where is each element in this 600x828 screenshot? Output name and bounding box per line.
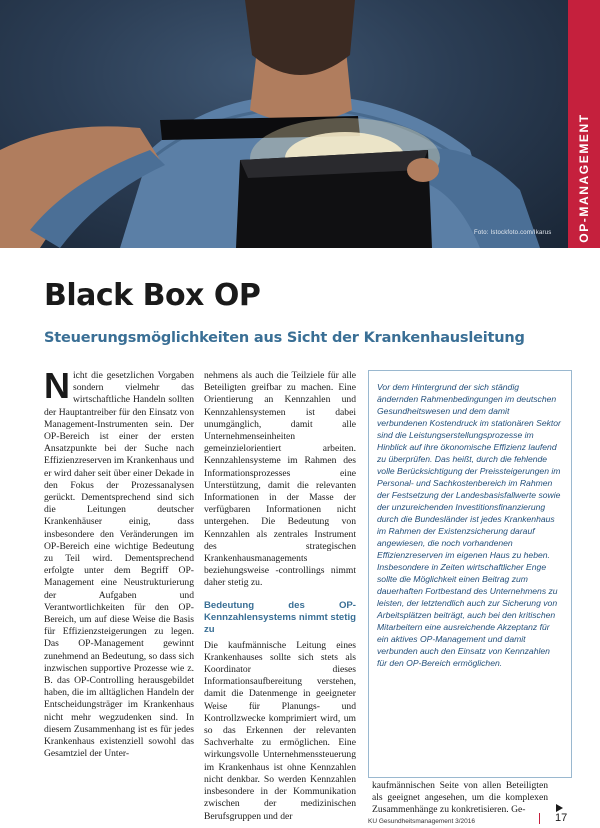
section-tab-label: OP-MANAGEMENT bbox=[577, 113, 591, 243]
article-subheadline: Steuerungsmöglichkeiten aus Sicht der Krankenhausleitung bbox=[44, 330, 525, 346]
arrow-right-icon bbox=[556, 804, 563, 812]
text-column-1 bbox=[44, 365, 194, 761]
article-headline: Black Box OP bbox=[44, 278, 261, 313]
text-column-2 bbox=[204, 370, 356, 823]
callout-box bbox=[368, 370, 572, 778]
body-paragraph: nehmens als auch die Teilziele für alle Beteiligten greifbar zu machen. Eine Orientierung an Kennzahlen und Kennzahlensystemen ist dabei unumgänglich, damit alle Unternehmenseinheiten gemeinzielorientiert arbeiten. Kennzahlensysteme im Rahmen des Informationsprozesses eine Unterstützung, damit die relevanten Informationen in der Masse der verfügbaren Informationen nicht untergehen. Die Bedeutung von Kennzahlen als zentrales Instrument des strategischen Krankenhausmanagements beziehungsweise -controllings nimmt daher stetig zu. bbox=[204, 370, 356, 589]
body-paragraph: Die kaufmännische Leitung eines Krankenhauses sollte sich stets als Koordinator dieses Informationsaufbereitung verstehen, damit die Datenmenge in geeigneter Weise für Planungs- und Kontrollzwecke komprimiert wird, um so das Erkennen der relevanten Sachverhalte zu ermöglichen. Eine wirkungsvolle Unternehmenssteuerung im Krankenhaus ist ohne Kennzahlen nicht denkbar. So werden Kennzahlen insbesondere in der Kommunikation zwischen der medizinischen Berufsgruppen und der bbox=[204, 639, 356, 822]
callout-text: Vor dem Hintergrund der sich ständig ändernden Rahmenbedingungen im deutschen Gesundheitswesen und dem damit verbundenen Kostendruck im stationären Sektor sind die Leistungserstellungsprozesse im Hinblick auf ihre ökonomische Effizienz laufend zu überprüfen. Das heißt, durch die fehlende volle Berücksichtigung der Preissteigerungen im Personal- und Sachkostenbereich im Rahmen der Festsetzung der Landesbasisfallwerte sowie der unzureichenden Investitionsfinanzierung durch die Bundesländer ist jedes Krankenhaus im Rahmen der Existenzsicherung darauf angewiesen, die noch vorhandenen Effizienzreserven im eigenen Haus zu heben. Insbesondere in Zeiten wirtschaftlicher Enge sollte die Möglichkeit einen Beitrag zum dauerhaften Fortbestand des Unternehmens zu leisten, der letztendlich auch zur Sicherung von Arbeitsplätzen beiträgt, auch bei den kritischen Mitarbeitern eine ausreichende Akzeptanz für ein aktives OP-Management und damit verbunden auch den Einsatz von Kennzahlen für den OP-Bereich ermöglichen. bbox=[377, 382, 561, 668]
body-paragraph: kaufmännischen Seite von allen Beteiligten als geeignet angesehen, um die komplexen Zusammenhänge zu konkretisieren. Ge- bbox=[372, 780, 548, 816]
page-number: 17 bbox=[555, 812, 568, 824]
footer-divider bbox=[539, 813, 540, 824]
text-column-3 bbox=[372, 780, 548, 817]
drop-cap: N bbox=[44, 365, 70, 406]
photo-credit: Foto: Istockfoto.com/Ikarus bbox=[474, 230, 552, 236]
footer-journal: KU Gesundheitsmanagement 3/2016 bbox=[368, 818, 475, 825]
photo-man-opening-black-box bbox=[0, 0, 568, 248]
header-photo bbox=[0, 0, 568, 248]
body-paragraph: icht die gesetzlichen Vorgaben sondern vielmehr das wirtschaftliche Handeln sollten der Hauptantreiber für den Einsatz von Management-Instrumenten sein. Der OP-Bereich ist einer der ersten Ansatzpunkte bei der Suche nach Effizienzreserven im Krankenhaus und er wird daher seit über einer Dekade in den Fokus der Prozessanalysen gerückt. Dementsprechend sind sich die Leitungen deutscher Krankenhäuser einig, dass insbesondere den Veränderungen im OP-Bereich eine wichtige Bedeutung zu Teil wird. Dementsprechend erfolgte unter dem Begriff OP-Management eine Neustrukturierung der Aufgaben und Verantwortlichkeiten für den OP-Bereich, um auf diese Weise die Basis für Effizienzsteigerungen zu legen. Das OP-Management gewinnt zunehmend an Bedeutung, so dass sich inzwischen supportive Prozesse wie z. B. das OP-Controlling herausgebildet haben, die im alltäglichen Handeln der Entscheidungsträger im Krankenhaus nicht mehr wegzudenken sind. In diesem Zusammenhang ist es für jedes Krankenhaus existenziell sowohl das Gesamtziel der Unter- bbox=[44, 370, 194, 760]
section-heading: Bedeutung des OP-Kennzahlensystems nimmt stetig zu bbox=[204, 599, 356, 635]
